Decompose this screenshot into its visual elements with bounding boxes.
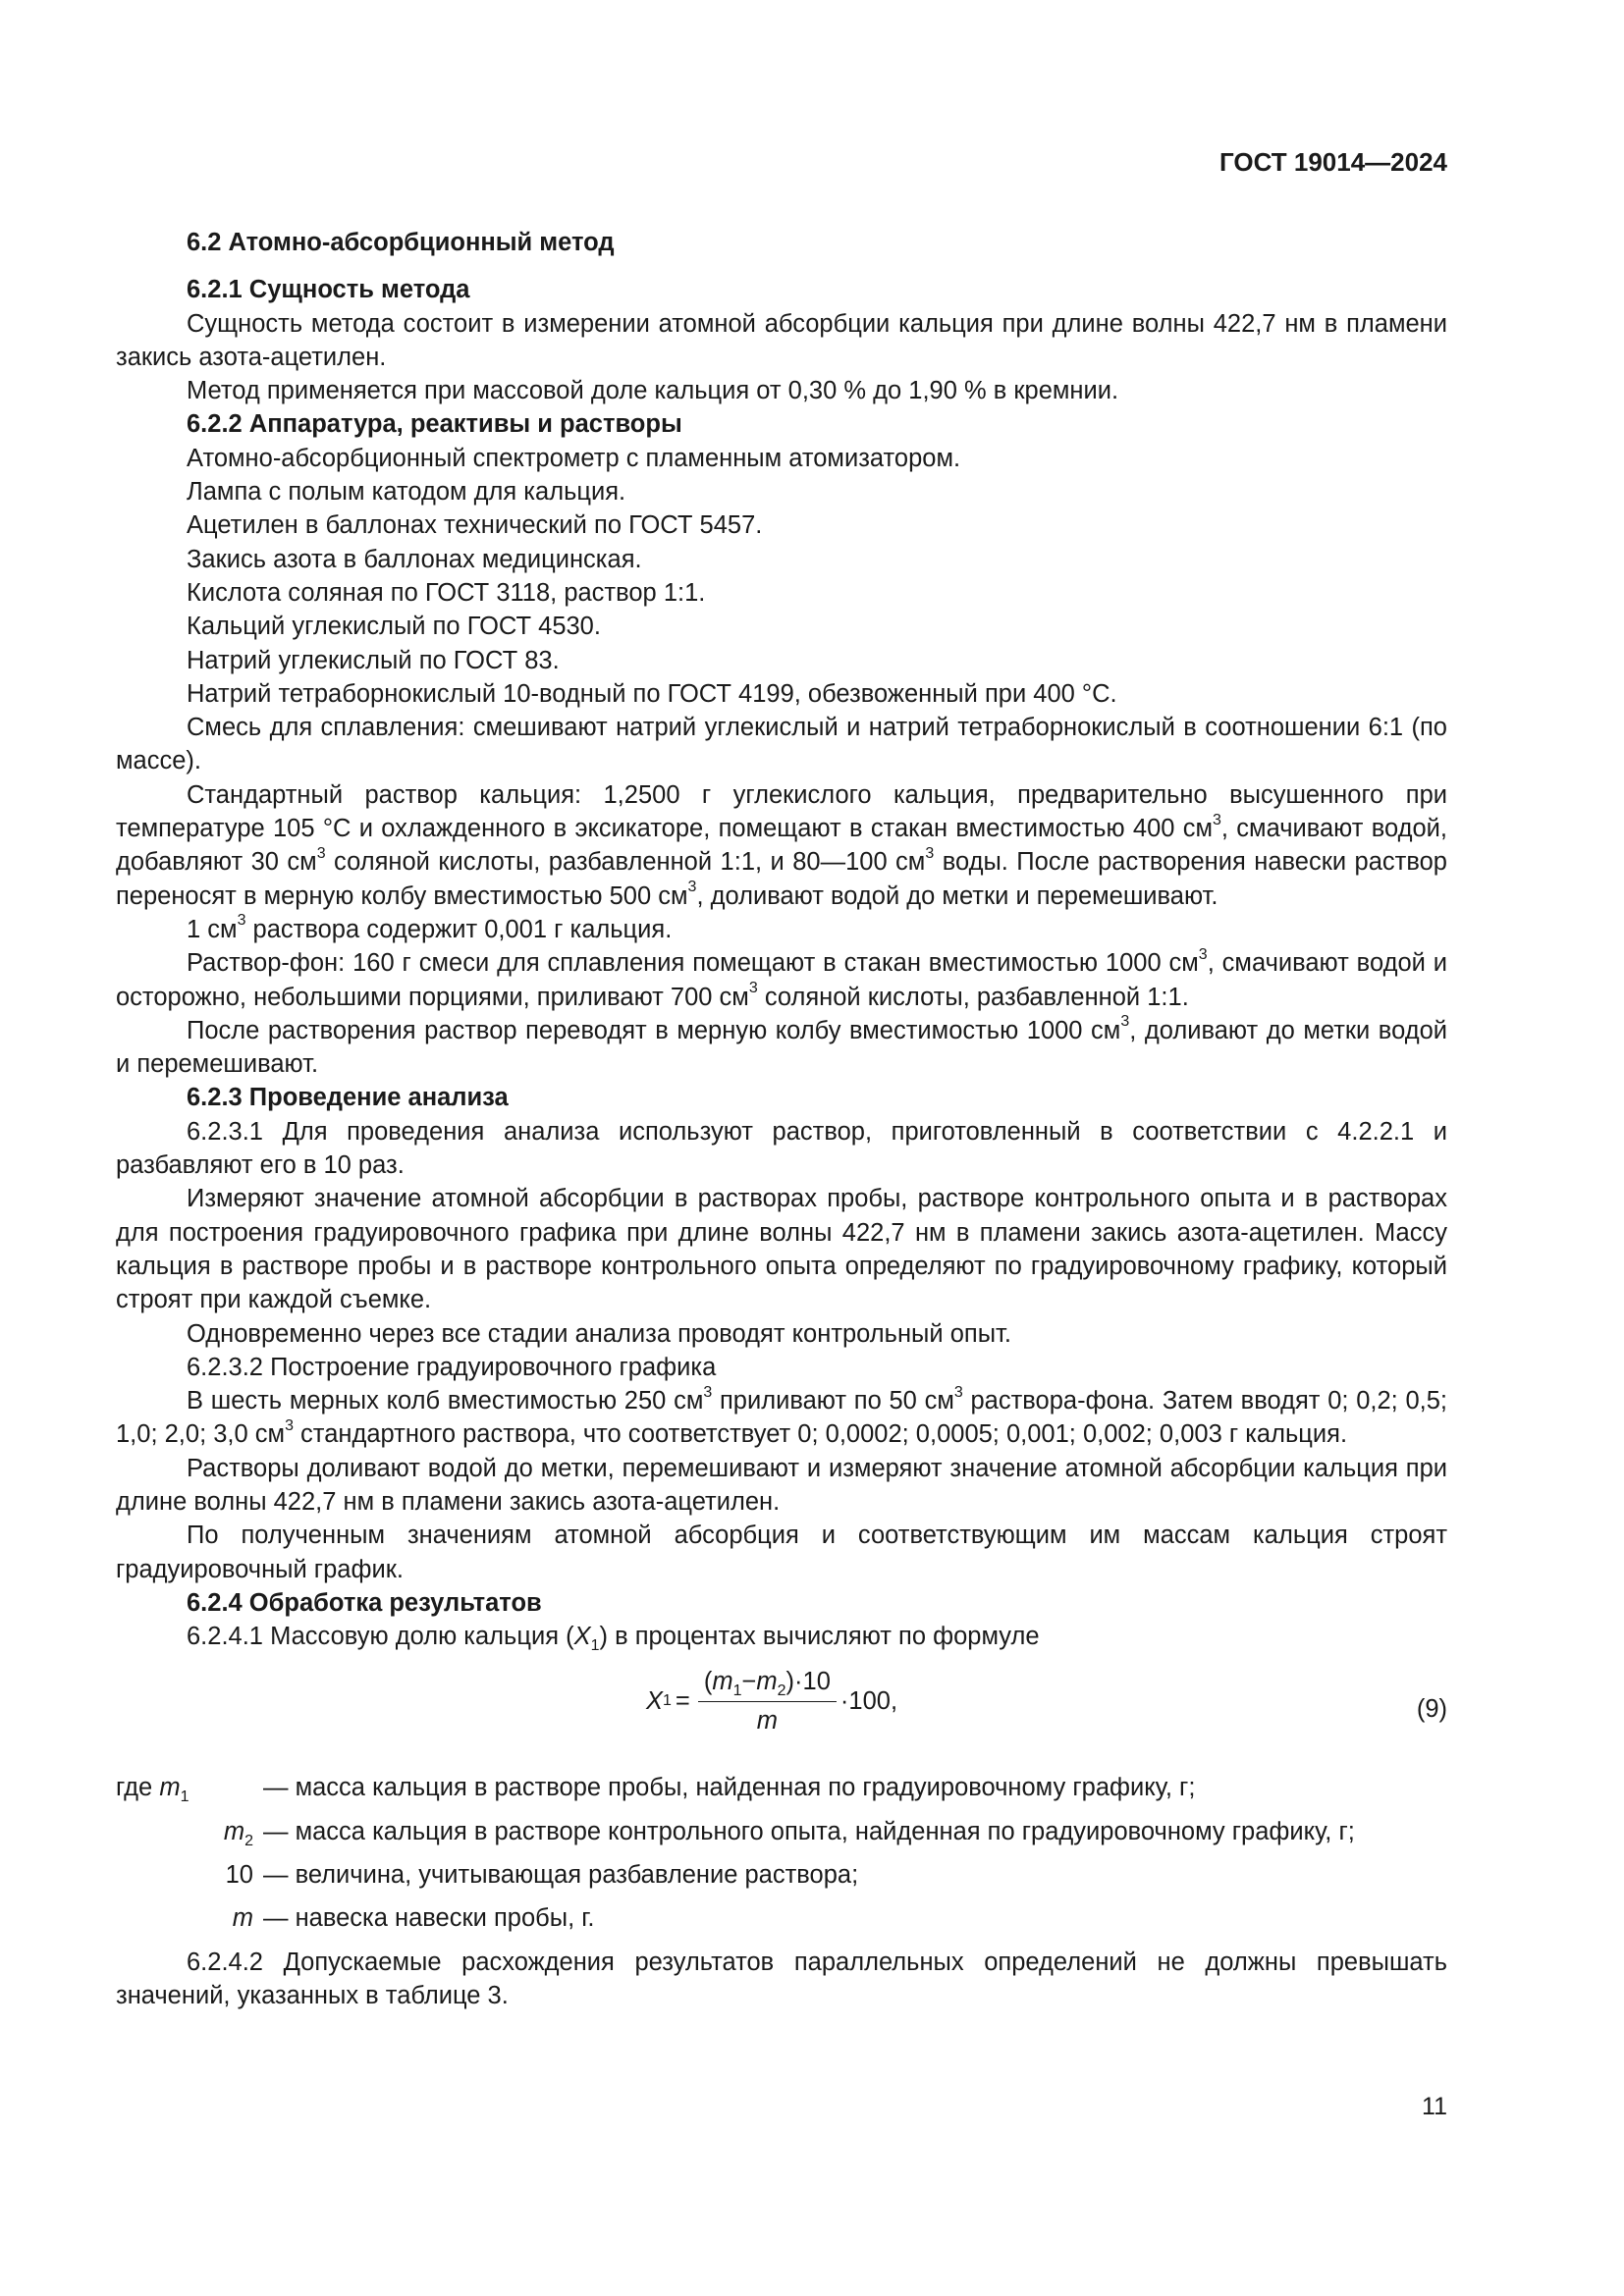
subsection-title-6-2-3: 6.2.3 Проведение анализа bbox=[187, 1084, 509, 1112]
paragraph: После растворения раствор переводят в мерную колбу вместимостью 1000 $см^3$, доливают до метки водой и перемешивают. bbox=[116, 1013, 1447, 1079]
subsection-title-6-2-1: 6.2.1 Сущность метода bbox=[187, 276, 470, 304]
equipment-item: Кислота соляная по ГОСТ 3118, раствор 1:1. bbox=[187, 578, 706, 607]
equipment-item: Натрий тетраборнокислый 10-водный по ГОСТ 4199, обезвоженный при 400 °С. bbox=[187, 679, 1117, 708]
subsection-title-6-2-2: 6.2.2 Аппаратура, реактивы и растворы bbox=[187, 410, 682, 439]
legend-symbol: $m_2$ bbox=[223, 1817, 253, 1849]
equipment-item: Лампа с полым катодом для кальция. bbox=[187, 478, 626, 507]
legend-row bbox=[116, 1815, 1447, 1848]
legend-text: — масса кальция в растворе пробы, найденная по градуировочному графику, г; bbox=[263, 1774, 1196, 1802]
legend-symbol: m bbox=[232, 1904, 253, 1933]
paragraph: 6.2.3.1 Для проведения анализа используют раствор, приготовленный в соответствии с 4.2.2.1 и разбавляют его в 10 раз. bbox=[116, 1117, 1447, 1180]
formula-9: X 1 = $\frac{(m_1-m_2)\cdot 10}{m}$ ·100, (9) bbox=[116, 1665, 1447, 1753]
subsection-title-6-2-4: 6.2.4 Обработка результатов bbox=[187, 1588, 542, 1617]
equipment-item: Натрий углекислый по ГОСТ 83. bbox=[187, 646, 560, 674]
equipment-list bbox=[116, 442, 1447, 778]
document-body bbox=[116, 226, 1447, 2012]
equipment-item: Атомно-абсорбционный спектрометр с пламенным атомизатором. bbox=[187, 444, 961, 472]
paragraph-standard-solution: Стандартный раствор кальция: 1,2500 г углекислого кальция, предварительно высушенного при температуре 105 °С и охлажденного в эксикаторе, помещают в стакан вместимостью 400 $см^3$, смачивают водой, добавляют 30 $см^3$ соляной кислоты, разбавленной 1:1, и 80—100 $см^3$ воды. После растворения навески раствор переносят в мерную колбу вместимостью 500 $см^3$, доливают водой до метки и перемешивают. bbox=[116, 780, 1447, 910]
formula-number: (9) bbox=[1416, 1695, 1447, 1724]
equipment-item: Смесь для сплавления: смешивают натрий углекислый и натрий тетраборнокислый в соотношении 6:1 (по массе). bbox=[116, 714, 1447, 775]
equipment-item: Ацетилен в баллонах технический по ГОСТ 5457. bbox=[187, 511, 763, 540]
paragraph: В шесть мерных колб вместимостью 250 $см^3$ приливают по 50 $см^3$ раствора-фона. Затем вводят 0; 0,2; 0,5; 1,0; 2,0; 3,0 $см^3$ стандартного раствора, что соответствует 0; 0,0002; 0,0005; 0,001; 0,002; 0,003 г кальция. bbox=[116, 1383, 1447, 1449]
legend-symbol: 10 bbox=[225, 1861, 253, 1890]
paragraph: 1 $см^3$ раствора содержит 0,001 г кальция. bbox=[187, 912, 673, 943]
equipment-item: Закись азота в баллонах медицинская. bbox=[187, 545, 642, 573]
legend-symbol: где $m_1$ bbox=[116, 1774, 189, 1806]
formula-legend bbox=[116, 1771, 1447, 1935]
paragraph-background-solution: Раствор-фон: 160 г смеси для сплавления помещают в стакан вместимостью 1000 $см^3$, смачивают водой и осторожно, небольшими порциями, приливают 700 $см^3$ соляной кислоты, разбавленной 1:1. bbox=[116, 945, 1447, 1011]
paragraph: По полученным значениям атомной абсорбция и соответствующим им массам кальция строят градуировочный график. bbox=[116, 1522, 1447, 1583]
legend-text: — величина, учитывающая разбавление раствора; bbox=[263, 1861, 859, 1890]
legend-text: — масса кальция в растворе контрольного опыта, найденная по градуировочному графику, г; bbox=[263, 1817, 1355, 1845]
legend-text: — навеска навески пробы, г. bbox=[263, 1904, 595, 1933]
paragraph: Одновременно через все стадии анализа проводят контрольный опыт. bbox=[187, 1319, 1011, 1348]
section-title: 6.2 Атомно-абсорбционный метод bbox=[187, 229, 615, 256]
paragraph: 6.2.4.1 Массовую долю кальция $(X_1)$ в процентах вычисляют по формуле bbox=[187, 1623, 1040, 1655]
legend-row bbox=[116, 1901, 1447, 1935]
paragraph: 6.2.3.2 Построение градуировочного графика bbox=[187, 1353, 717, 1381]
legend-row bbox=[116, 1771, 1447, 1804]
paragraph: Измеряют значение атомной абсорбции в растворах пробы, растворе контрольного опыта и в растворах для построения градуировочного графика при длине волны 422,7 нм в пламени закись азота-ацетилен. Массу кальция в растворе пробы и в растворе контрольного опыта определяют по градуировочному графику, который строят при каждой съемке. bbox=[116, 1185, 1447, 1314]
equipment-item: Кальций углекислый по ГОСТ 4530. bbox=[187, 613, 601, 641]
page-number: 11 bbox=[1422, 2093, 1447, 2120]
paragraph: Растворы доливают водой до метки, перемешивают и измеряют значение атомной абсорбции кальция при длине волны 422,7 нм в пламени закись азота-ацетилен. bbox=[116, 1454, 1447, 1516]
paragraph: Сущность метода состоит в измерении атомной абсорбции кальция при длине волны 422,7 нм в пламени закись азота-ацетилен. bbox=[116, 309, 1447, 371]
paragraph: 6.2.4.2 Допускаемые расхождения результатов параллельных определений не должны превышать значений, указанных в таблице 3. bbox=[116, 1948, 1447, 2009]
document-code: ГОСТ 19014—2024 bbox=[1219, 147, 1447, 177]
legend-row bbox=[116, 1858, 1447, 1892]
paragraph: Метод применяется при массовой доле кальция от 0,30 % до 1,90 % в кремнии. bbox=[187, 377, 1119, 405]
